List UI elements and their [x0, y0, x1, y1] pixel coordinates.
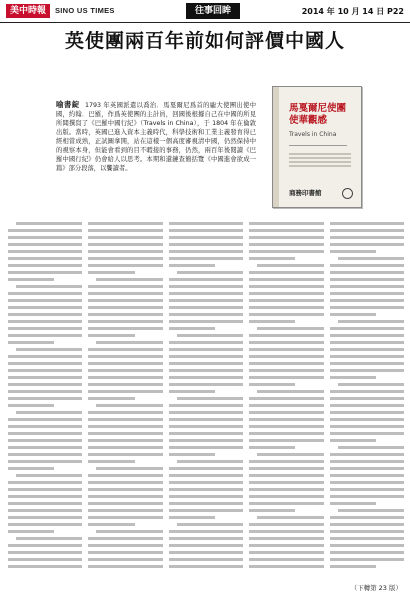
body-text-line — [330, 285, 404, 288]
body-text-line — [249, 411, 323, 414]
body-text-line — [330, 299, 404, 302]
body-text-line — [330, 439, 376, 442]
body-text-line — [8, 292, 82, 295]
body-text-line — [88, 369, 162, 372]
body-text-line — [249, 320, 295, 323]
body-text-line — [169, 229, 243, 232]
article-body — [8, 222, 404, 582]
body-text-line — [169, 411, 243, 414]
body-text-line — [177, 334, 243, 337]
body-text-line — [88, 453, 162, 456]
body-text-line — [8, 306, 82, 309]
book-cover-image — [272, 86, 362, 208]
body-text-line — [88, 271, 134, 274]
body-text-line — [88, 446, 162, 449]
body-text-line — [257, 264, 323, 267]
body-text-line — [249, 425, 323, 428]
body-text-line — [88, 544, 162, 547]
body-text-line — [16, 222, 82, 225]
body-text-line — [8, 502, 82, 505]
body-text-line — [169, 390, 215, 393]
article-headline: 英使團兩百年前如何評價中國人 — [64, 30, 345, 52]
body-text-line — [330, 348, 404, 351]
body-text-line — [169, 502, 243, 505]
body-text-line — [330, 537, 404, 540]
body-text-line — [330, 488, 404, 491]
body-text-line — [249, 306, 323, 309]
body-text-line — [169, 313, 243, 316]
body-text-line — [249, 397, 323, 400]
body-text-line — [249, 509, 295, 512]
body-text-line — [8, 565, 82, 568]
body-text-line — [338, 257, 404, 260]
body-text-line — [249, 481, 323, 484]
body-column-4 — [249, 222, 323, 582]
body-text-line — [249, 474, 323, 477]
body-text-line — [249, 467, 323, 470]
body-text-line — [169, 362, 243, 365]
body-text-line — [249, 495, 323, 498]
body-text-line — [169, 376, 243, 379]
body-text-line — [249, 565, 323, 568]
body-text-line — [16, 411, 82, 414]
article-lede — [56, 100, 256, 173]
body-text-line — [8, 446, 82, 449]
body-text-line — [249, 488, 323, 491]
body-text-line — [8, 467, 54, 470]
body-text-line — [169, 432, 243, 435]
body-text-line — [169, 551, 243, 554]
publisher-logo-icon — [342, 188, 353, 199]
body-text-line — [8, 460, 82, 463]
body-text-line — [249, 376, 323, 379]
body-text-line — [8, 516, 82, 519]
body-text-line — [88, 285, 162, 288]
body-text-line — [8, 369, 82, 372]
body-text-line — [88, 460, 134, 463]
body-text-line — [249, 222, 323, 225]
body-text-line — [330, 278, 404, 281]
body-text-line — [330, 516, 404, 519]
body-text-line — [169, 495, 243, 498]
body-text-line — [249, 369, 323, 372]
body-text-line — [169, 236, 243, 239]
body-text-line — [330, 334, 404, 337]
body-text-line — [330, 474, 404, 477]
body-text-line — [16, 537, 82, 540]
body-text-line — [330, 390, 404, 393]
body-text-line — [330, 243, 404, 246]
body-text-line — [330, 222, 404, 225]
body-text-line — [330, 551, 404, 554]
body-text-line — [169, 565, 243, 568]
body-text-line — [88, 495, 162, 498]
body-text-line — [88, 390, 162, 393]
body-text-line — [169, 285, 243, 288]
body-text-line — [330, 355, 404, 358]
body-text-line — [8, 250, 82, 253]
body-text-line — [330, 460, 404, 463]
body-text-line — [330, 418, 404, 421]
body-text-line — [88, 320, 162, 323]
body-text-line — [330, 453, 404, 456]
body-text-line — [169, 299, 243, 302]
continued-on-page: （下轉第 23 版） — [350, 584, 402, 592]
body-text-line — [249, 404, 323, 407]
body-text-line — [249, 558, 323, 561]
body-text-line — [169, 558, 243, 561]
body-text-line — [249, 299, 323, 302]
body-text-line — [8, 341, 54, 344]
body-text-line — [169, 250, 243, 253]
dateline — [302, 6, 404, 17]
body-text-line — [88, 250, 162, 253]
body-text-line — [249, 278, 323, 281]
body-text-line — [249, 523, 323, 526]
body-text-line — [169, 383, 243, 386]
body-text-line — [169, 544, 243, 547]
body-text-line — [330, 250, 376, 253]
body-text-line — [88, 509, 162, 512]
body-text-line — [338, 509, 404, 512]
body-text-line — [88, 411, 162, 414]
body-text-line — [88, 236, 162, 239]
body-text-line — [330, 502, 376, 505]
body-text-line — [169, 439, 243, 442]
body-text-line — [16, 285, 82, 288]
body-text-line — [330, 306, 404, 309]
body-text-line — [169, 355, 243, 358]
body-text-line — [8, 439, 82, 442]
body-column-3 — [169, 222, 243, 582]
body-text-line — [8, 271, 82, 274]
body-text-line — [330, 495, 404, 498]
body-text-line — [169, 425, 243, 428]
body-text-line — [169, 509, 243, 512]
body-text-line — [8, 313, 82, 316]
body-text-line — [257, 327, 323, 330]
body-text-line — [169, 341, 243, 344]
book-title — [289, 103, 346, 127]
body-text-line — [88, 313, 162, 316]
body-text-line — [249, 460, 323, 463]
body-text-line — [177, 397, 243, 400]
body-text-line — [177, 460, 243, 463]
body-text-line — [88, 551, 162, 554]
book-publisher: 商務印書館 — [289, 189, 322, 197]
body-text-line — [169, 481, 243, 484]
body-text-line — [8, 495, 82, 498]
body-text-line — [8, 425, 82, 428]
body-text-line — [249, 236, 323, 239]
body-text-line — [330, 565, 376, 568]
body-text-line — [88, 383, 162, 386]
body-text-line — [88, 474, 162, 477]
body-text-line — [8, 327, 82, 330]
body-text-line — [330, 313, 376, 316]
body-text-line — [249, 446, 295, 449]
body-text-line — [8, 404, 54, 407]
body-text-line — [8, 481, 82, 484]
body-text-line — [8, 383, 82, 386]
body-text-line — [169, 369, 243, 372]
body-text-line — [88, 523, 134, 526]
body-text-line — [257, 453, 323, 456]
body-text-line — [249, 362, 323, 365]
body-text-line — [8, 418, 82, 421]
body-text-line — [330, 376, 376, 379]
body-text-line — [88, 299, 162, 302]
body-text-line — [8, 376, 82, 379]
issue-date: 2014 年 10 月 14 日 — [301, 7, 385, 16]
body-text-line — [249, 355, 323, 358]
body-text-line — [88, 376, 162, 379]
body-text-line — [8, 264, 82, 267]
body-text-line — [249, 285, 323, 288]
body-text-line — [96, 404, 162, 407]
body-text-line — [330, 397, 404, 400]
body-text-line — [8, 355, 82, 358]
book-cover-text-lines — [289, 151, 351, 169]
body-text-line — [249, 439, 323, 442]
body-text-line — [169, 467, 243, 470]
body-text-line — [249, 243, 323, 246]
body-text-line — [169, 278, 243, 281]
body-text-line — [88, 516, 162, 519]
body-text-line — [338, 383, 404, 386]
body-text-line — [330, 369, 404, 372]
body-text-line — [249, 348, 323, 351]
body-text-line — [8, 243, 82, 246]
body-text-line — [169, 222, 243, 225]
body-text-line — [249, 271, 323, 274]
body-text-line — [169, 446, 243, 449]
body-text-line — [169, 418, 243, 421]
body-text-line — [8, 397, 82, 400]
book-title-line-1: 馬戛爾尼使團 — [289, 103, 347, 114]
body-text-line — [330, 264, 404, 267]
body-text-line — [16, 474, 82, 477]
body-text-line — [169, 348, 243, 351]
body-text-line — [330, 341, 404, 344]
body-text-line — [8, 362, 82, 365]
body-text-line — [177, 271, 243, 274]
body-text-line — [169, 292, 243, 295]
body-text-line — [330, 530, 404, 533]
page-number: P22 — [387, 7, 404, 16]
body-text-line — [8, 334, 82, 337]
body-text-line — [330, 271, 404, 274]
body-text-line — [88, 502, 162, 505]
body-text-line — [330, 411, 404, 414]
body-text-line — [338, 320, 404, 323]
body-text-line — [88, 257, 162, 260]
body-text-line — [257, 516, 323, 519]
section-tag: 往事回眸 — [186, 3, 240, 19]
body-text-line — [8, 488, 82, 491]
body-text-line — [8, 299, 82, 302]
body-text-line — [8, 432, 82, 435]
body-text-line — [249, 544, 323, 547]
body-text-line — [249, 530, 323, 533]
body-text-line — [8, 551, 82, 554]
body-text-line — [249, 257, 295, 260]
body-text-line — [249, 418, 323, 421]
body-column-5 — [330, 222, 404, 582]
body-text-line — [249, 537, 323, 540]
body-text-line — [169, 516, 215, 519]
body-text-line — [169, 243, 243, 246]
body-text-line — [249, 313, 323, 316]
body-text-line — [249, 292, 323, 295]
body-text-line — [88, 334, 134, 337]
body-text-line — [249, 341, 323, 344]
book-subtitle: Travels in China — [289, 131, 337, 138]
body-text-line — [88, 439, 162, 442]
body-text-line — [169, 404, 243, 407]
body-column-1 — [8, 222, 82, 582]
body-text-line — [88, 481, 162, 484]
body-text-line — [96, 467, 162, 470]
body-text-line — [249, 502, 323, 505]
book-spine — [273, 87, 279, 207]
body-text-line — [88, 488, 162, 491]
masthead-logo-english: SINO US TIMES — [55, 6, 115, 15]
body-text-line — [169, 306, 243, 309]
body-text-line — [88, 397, 134, 400]
body-text-line — [88, 418, 162, 421]
body-text-line — [249, 551, 323, 554]
body-text-line — [330, 432, 404, 435]
lede-text: 1793 年英國派遣以喬治．馬戛爾尼爲首的龐大使團出使中國，約翰．巴羅，作爲英使團的主計員，回國後根據自己在中國的所見所聞撰寫了《巴羅中國行紀》（Travels in China），于 1804 年在倫敦出版。當時，英國已進入資本主義時代，科學技術和工業主義發育得已經相當成熟，正試圖拿開，站在這樣一個高度審視清中國，仍然保持中的視察本身，但能會看到的目不暇接的事務，仍然，兩百年後閱讀《巴羅中國行紀》仍會給人以思考。本期和還鏈查簡括覽《中國進會欲成一篇》部分段落，以饗讀者。 — [56, 102, 256, 172]
body-text-line — [88, 222, 162, 225]
body-text-line — [169, 327, 215, 330]
masthead — [0, 0, 410, 23]
body-text-line — [88, 229, 162, 232]
body-text-line — [330, 425, 404, 428]
body-text-line — [8, 523, 82, 526]
body-text-line — [330, 362, 404, 365]
body-text-line — [8, 530, 54, 533]
body-text-line — [330, 229, 404, 232]
body-text-line — [330, 236, 404, 239]
body-text-line — [88, 348, 162, 351]
body-text-line — [88, 243, 162, 246]
body-text-line — [169, 320, 243, 323]
body-text-line — [96, 530, 162, 533]
body-text-line — [88, 327, 162, 330]
body-text-line — [88, 425, 162, 428]
body-text-line — [8, 257, 82, 260]
book-divider — [289, 145, 347, 146]
body-text-line — [257, 390, 323, 393]
body-text-line — [88, 362, 162, 365]
body-text-line — [88, 537, 162, 540]
body-text-line — [249, 250, 323, 253]
body-text-line — [8, 558, 82, 561]
body-text-line — [330, 292, 404, 295]
body-text-line — [330, 523, 404, 526]
body-text-line — [169, 537, 243, 540]
body-column-2 — [88, 222, 162, 582]
body-text-line — [88, 264, 162, 267]
body-text-line — [177, 523, 243, 526]
body-text-line — [8, 236, 82, 239]
body-text-line — [330, 558, 404, 561]
body-text-line — [169, 474, 243, 477]
body-text-line — [338, 446, 404, 449]
body-text-line — [16, 348, 82, 351]
body-text-line — [8, 544, 82, 547]
body-text-line — [88, 565, 162, 568]
body-text-line — [330, 481, 404, 484]
body-text-line — [8, 509, 82, 512]
book-title-line-2: 使華觀感 — [289, 115, 328, 126]
body-text-line — [8, 453, 82, 456]
body-text-line — [249, 229, 323, 232]
body-text-line — [8, 320, 82, 323]
body-text-line — [88, 306, 162, 309]
body-text-line — [8, 229, 82, 232]
body-text-line — [88, 558, 162, 561]
body-text-line — [249, 334, 323, 337]
body-text-line — [88, 355, 162, 358]
body-text-line — [169, 257, 243, 260]
body-text-line — [169, 264, 215, 267]
body-text-line — [8, 278, 54, 281]
author-byline: 喻書錠 — [56, 100, 80, 109]
body-text-line — [249, 432, 323, 435]
body-text-line — [8, 390, 82, 393]
body-text-line — [169, 530, 243, 533]
body-text-line — [330, 404, 404, 407]
masthead-logo: 美中時報 — [6, 4, 50, 18]
body-text-line — [330, 327, 404, 330]
body-text-line — [249, 383, 295, 386]
body-text-line — [169, 488, 243, 491]
body-text-line — [88, 432, 162, 435]
body-text-line — [169, 453, 215, 456]
body-text-line — [96, 278, 162, 281]
body-text-line — [330, 467, 404, 470]
body-text-line — [96, 341, 162, 344]
body-text-line — [330, 544, 404, 547]
body-text-line — [88, 292, 162, 295]
